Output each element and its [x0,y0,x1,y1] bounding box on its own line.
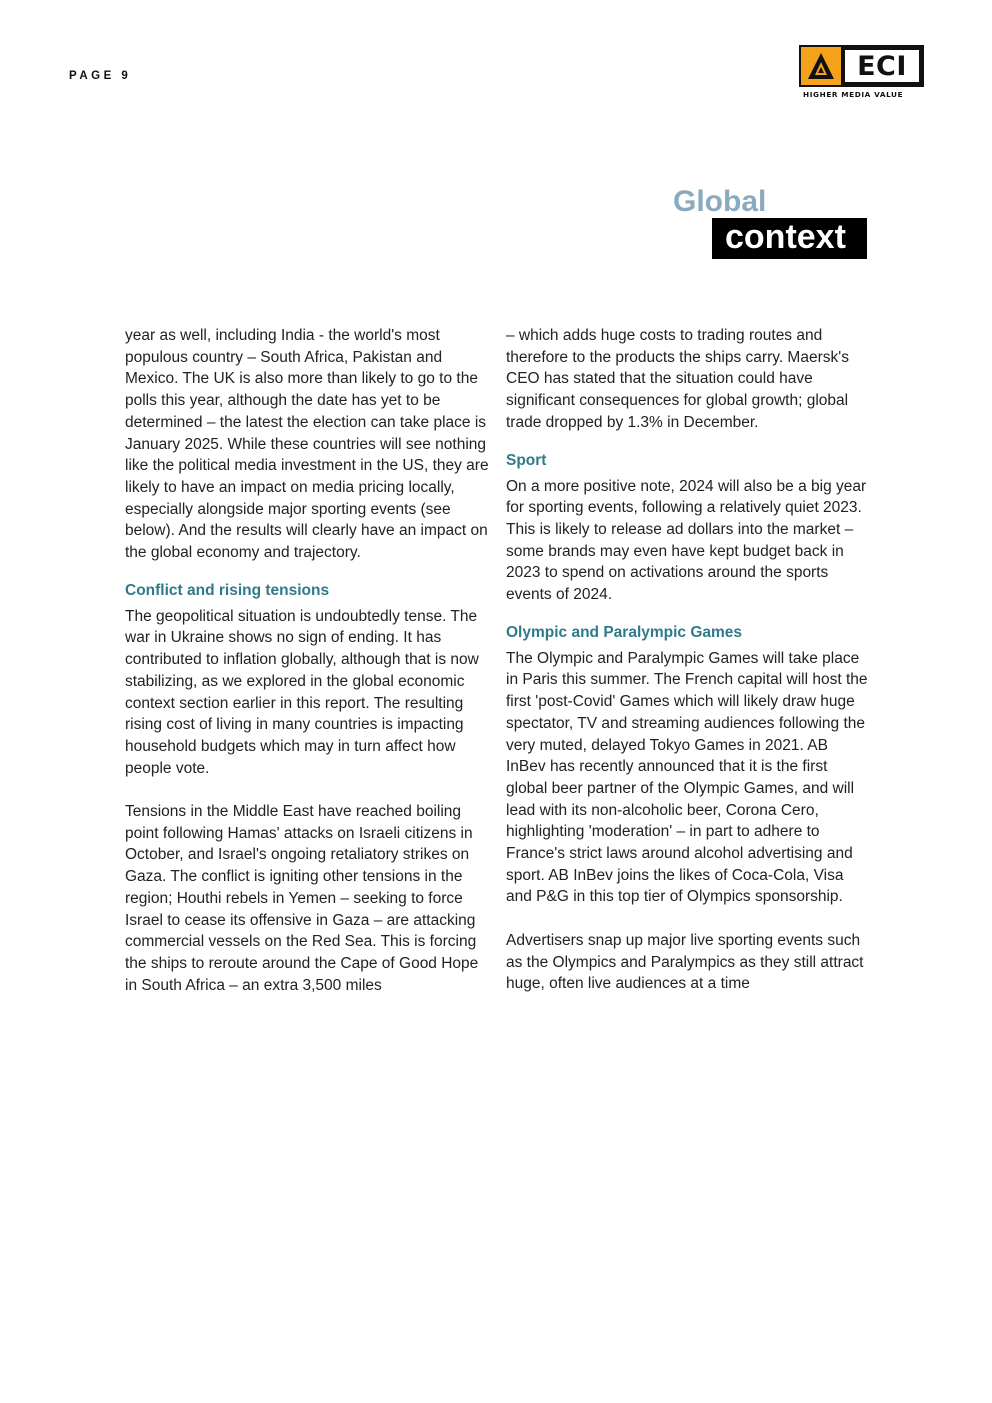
page-number: PAGE 9 [69,70,132,82]
section-title-global: Global [673,185,767,218]
right-column [506,325,871,995]
section-title-context: context [712,218,867,259]
heading-sport: Sport [506,451,547,469]
paragraph-geopolitics: The geopolitical situation is undoubtedly tense. The war in Ukraine shows no sign of ending. It has contributed to inflation globally, although that is now stabilizing, as we explored in the global economic context section earlier in this report. The resulting rising cost of living in many countries is impacting household budgets which may in turn affect how people vote. [125,607,479,777]
paragraph-middle-east: Tensions in the Middle East have reached boiling point following Hamas' attacks on Israeli citizens in October, and Israel's ongoing retaliatory strikes on Gaza. The conflict is igniting other tensions in the region; Houthi rebels in Yemen – seeking to force Israel to cease its offensive in Gaza – are attacking commercial vessels on the Red Sea. This is forcing the ships to reroute around the Cape of Good Hope in South Africa – an extra 3,500 miles [125,803,479,994]
logo-text: ECI [845,50,919,82]
paragraph-advertisers: Advertisers snap up major live sporting events such as the Olympics and Paralympics as they still attract huge, often live audiences at a time [506,931,864,993]
paragraph-sport: On a more positive note, 2024 will also be a big year for sporting events, following a relatively quiet 2023. This is likely to release ad dollars into the market – some brands may even have kept budget back in 2023 to spend on activations around the sports events of 2024. [506,477,867,604]
left-column [125,325,489,996]
logo-box [799,45,924,87]
heading-conflict: Conflict and rising tensions [125,581,330,599]
paragraph-trade-routes: – which adds huge costs to trading routes and therefore to the products the ships carry. Maersk's CEO has stated that the situation could have significant consequences for global growth; global trade dropped by 1.3% in December. [506,327,849,431]
paragraph-olympics: The Olympic and Paralympic Games will take place in Paris this summer. The French capital will host the first 'post-Covid' Games which will likely draw huge spectator, TV and streaming audiences following the very muted, delayed Tokyo Games in 2021. AB InBev has recently announced that it is the first global beer partner of the Olympic Games, and will lead with its non-alcoholic beer, Corona Cero, highlighting 'moderation' – in part to adhere to France's strict laws around alcohol advertising and sport. AB InBev joins the likes of Coca-Cola, Visa and P&G in this top tier of Olympics sponsorship. [506,649,868,906]
eci-logo [799,45,924,99]
paragraph-elections: year as well, including India - the world's most populous country – South Africa, Pakistan and Mexico. The UK is also more than likely to go to the polls this year, although the date has yet to be determined – the latest the election can take place is January 2025. While these countries will see nothing like the political media investment in the US, they are likely to have an impact on media pricing locally, especially alongside major sporting events (see below). And the results will clearly have an impact on the global economy and trajectory. [125,327,489,562]
heading-olympics: Olympic and Paralympic Games [506,623,743,641]
logo-tagline: HIGHER MEDIA VALUE [803,90,904,99]
logo-a-icon [801,47,841,85]
